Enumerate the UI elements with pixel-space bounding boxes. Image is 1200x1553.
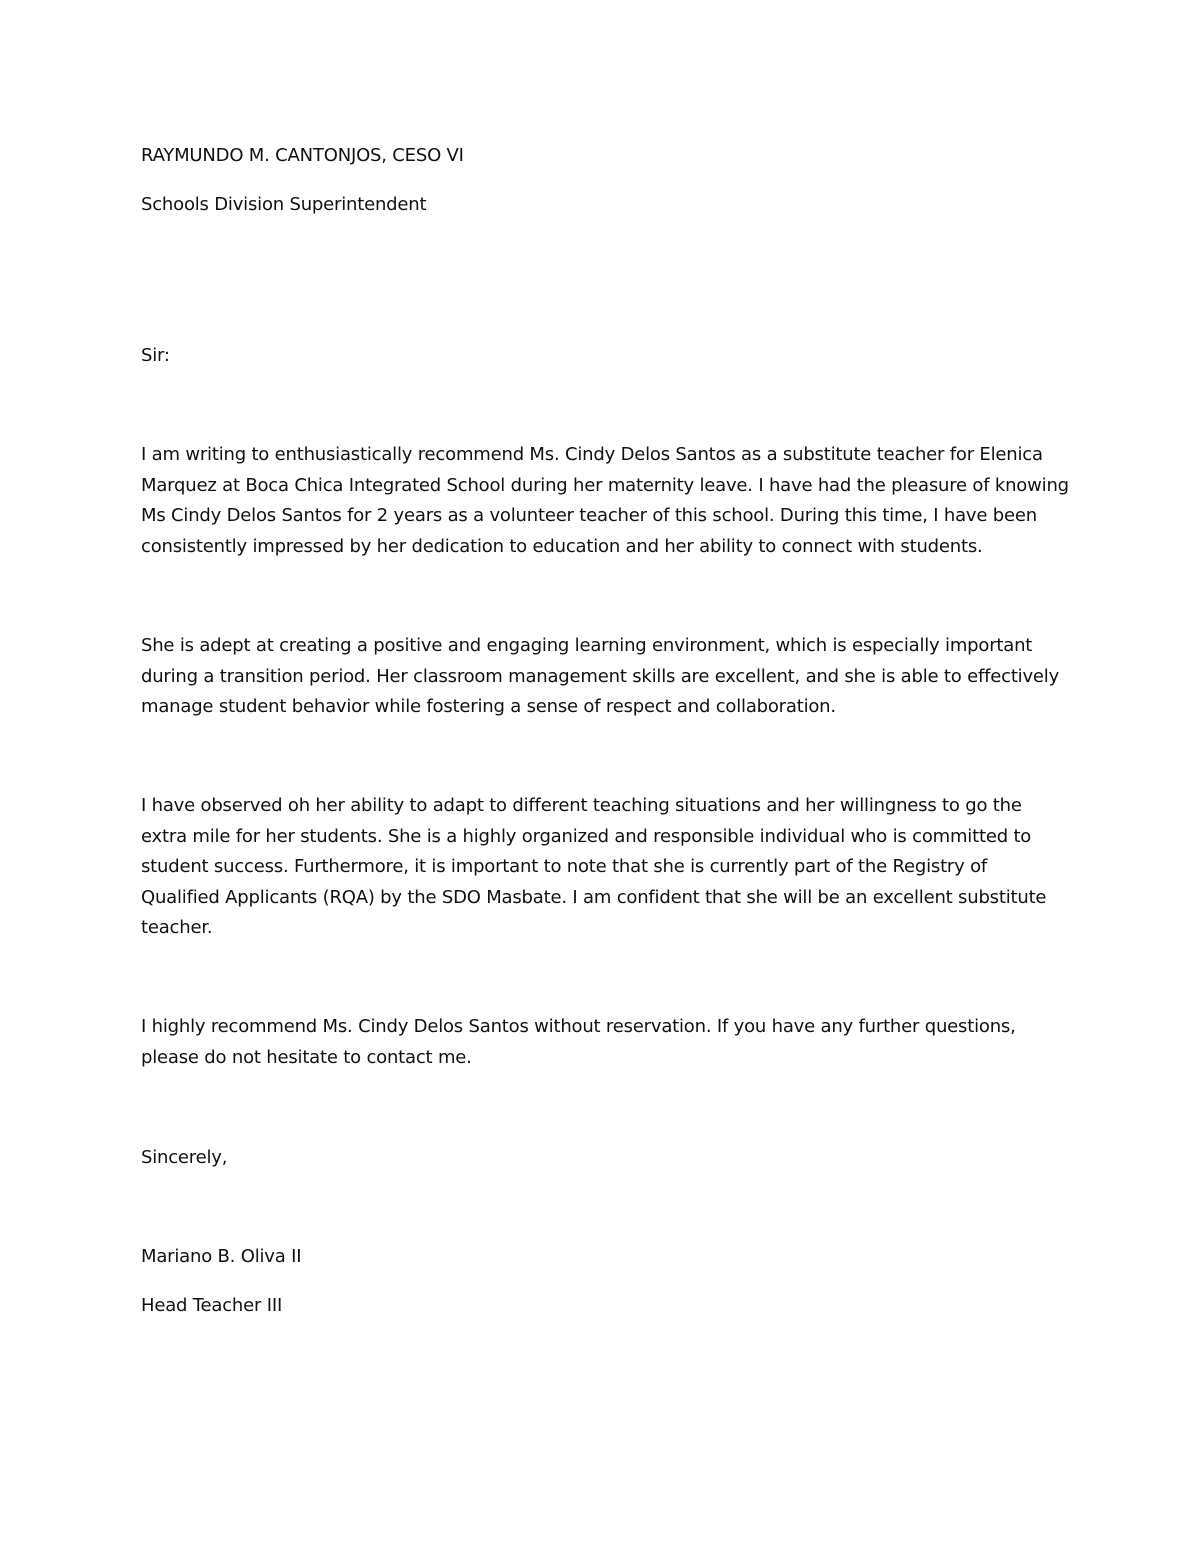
body-paragraph-1: I am writing to enthusiastically recommend Ms. Cindy Delos Santos as a substitute teacher for Elenica Marquez at Boca Chica Integrated School during her maternity leave. I have had the pleasure of knowing Ms Cindy Delos Santos for 2 years as a volunteer teacher of this school. During this time, I have been consistently impressed by her dedication to education and her ability to connect with students. — [141, 444, 1069, 557]
closing: Sincerely, — [141, 1147, 228, 1168]
body-paragraph-2: She is adept at creating a positive and engaging learning environment, which is especially important during a transition period. Her classroom management skills are excellent, and she is able to effectively manage student behavior while fostering a sense of respect and collaboration. — [141, 635, 1060, 717]
body-paragraph-3: I have observed oh her ability to adapt to different teaching situations and her willingness to go the extra mile for her students. She is a highly organized and responsible individual who is committed to student success. Furthermore, it is important to note that she is currently part of the Registry of Qualified Applicants (RQA) by the SDO Masbate. I am confident that she will be an excellent substitute teacher. — [141, 795, 1047, 938]
body-paragraph-4: I highly recommend Ms. Cindy Delos Santos without reservation. If you have any further questions, please do not hesitate to contact me. — [141, 1016, 1016, 1068]
salutation: Sir: — [141, 345, 170, 366]
signatory-title: Head Teacher III — [141, 1295, 283, 1316]
recipient-title: Schools Division Superintendent — [141, 194, 427, 215]
recipient-name: RAYMUNDO M. CANTONJOS, CESO VI — [141, 145, 464, 166]
signatory-name: Mariano B. Oliva II — [141, 1246, 302, 1267]
